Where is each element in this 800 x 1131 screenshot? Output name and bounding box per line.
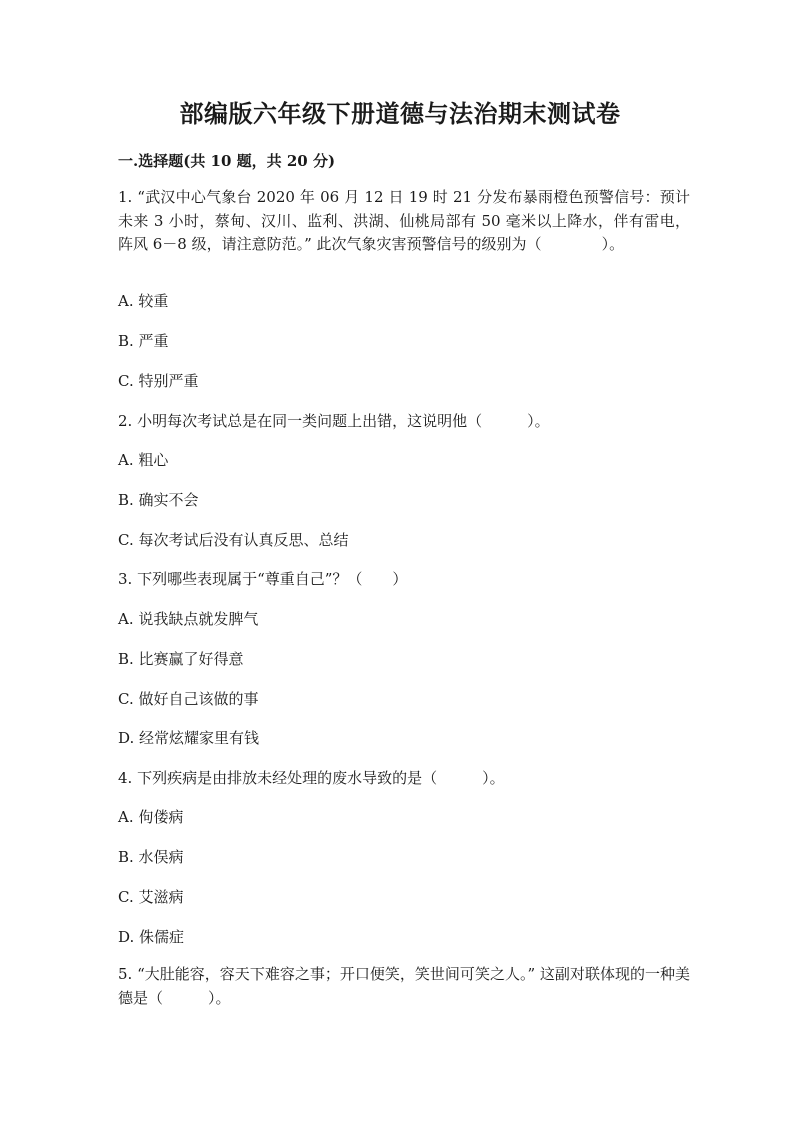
question-4-option-d[interactable]: D. 侏儒症 — [118, 928, 185, 946]
page-title: 部编版六年级下册道德与法治期末测试卷 — [179, 99, 621, 128]
question-5-stem: 5. “大肚能容，容天下难容之事；开口便笑，笑世间可笑之人。” 这副对联体现的一种美德是（ ）。 — [118, 965, 690, 1007]
question-3-stem: 3. 下列哪些表现属于“尊重自己”？（ ） — [118, 570, 408, 588]
section-heading: 一.选择题(共 10 题，共 20 分) — [118, 152, 336, 170]
question-4-option-a[interactable]: A. 佝偻病 — [118, 808, 184, 826]
question-3-option-c[interactable]: C. 做好自己该做的事 — [118, 690, 259, 708]
question-1-option-c[interactable]: C. 特别严重 — [118, 372, 199, 390]
question-2-option-b[interactable]: B. 确实不会 — [118, 491, 199, 509]
question-2-option-c[interactable]: C. 每次考试后没有认真反思、总结 — [118, 531, 349, 549]
question-4-option-c[interactable]: C. 艾滋病 — [118, 888, 184, 906]
question-1-option-b[interactable]: B. 严重 — [118, 332, 169, 350]
question-1-stem: 1. “武汉中心气象台 2020 年 06 月 12 日 19 时 21 分发布暴雨橙色预警信号：预计未来 3 小时，蔡甸、汉川、监利、洪湖、仙桃局部有 50 毫米以上降水，伴有雷电，阵风 6－8 级，请注意防范。” 此次气象灾害预警信号的级别为（ ）。 — [118, 188, 690, 253]
question-1-option-a[interactable]: A. 较重 — [118, 292, 169, 310]
question-2-stem: 2. 小明每次考试总是在同一类问题上出错，这说明他（ ）。 — [118, 412, 550, 430]
question-3-option-b[interactable]: B. 比赛赢了好得意 — [118, 650, 244, 668]
question-3-option-d[interactable]: D. 经常炫耀家里有钱 — [118, 729, 260, 747]
question-4-option-b[interactable]: B. 水俣病 — [118, 848, 184, 866]
question-4-stem: 4. 下列疾病是由排放未经处理的废水导致的是（ ）。 — [118, 769, 505, 787]
question-2-option-a[interactable]: A. 粗心 — [118, 451, 169, 469]
question-3-option-a[interactable]: A. 说我缺点就发脾气 — [118, 610, 259, 628]
